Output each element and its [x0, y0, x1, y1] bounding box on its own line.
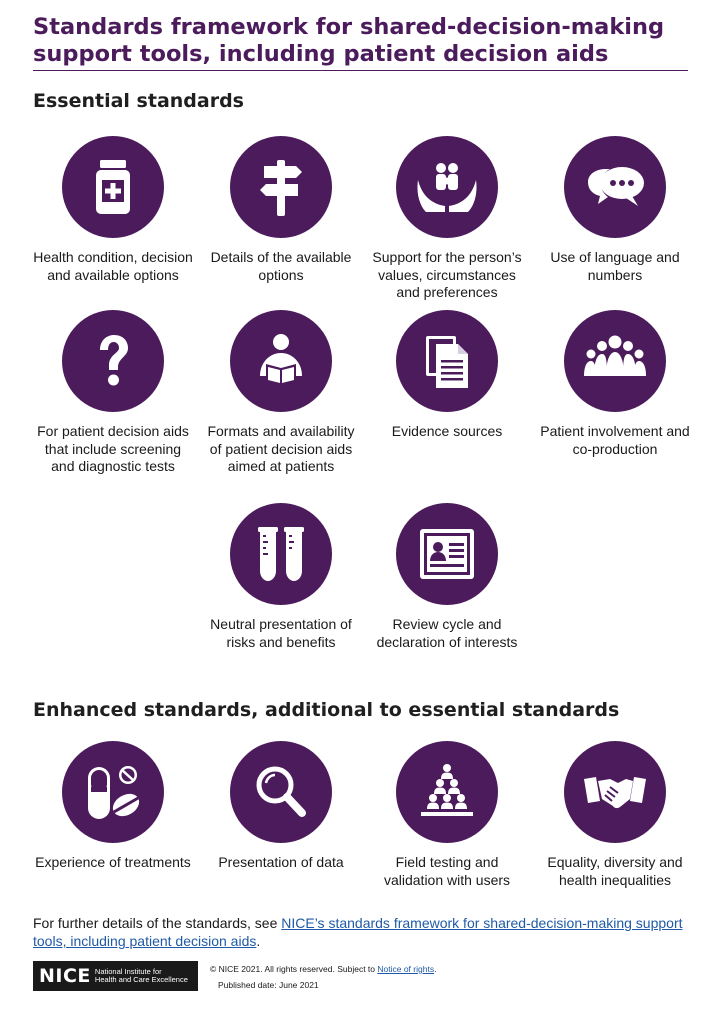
standard-screening-tests	[28, 310, 198, 476]
item-label: Review cycle and declaration of interests	[376, 616, 518, 650]
item-label: Details of the available options	[210, 249, 352, 283]
documents-icon	[396, 310, 498, 412]
family-in-hands-icon	[396, 136, 498, 238]
essential-standards-heading: Essential standards	[33, 90, 244, 112]
medicine-bottle-icon	[62, 136, 164, 238]
handshake-icon	[564, 741, 666, 843]
pills-icon	[62, 741, 164, 843]
standard-formats-availability	[196, 310, 366, 476]
nice-logo-line1: National Institute for	[94, 966, 162, 976]
person-reading-icon	[230, 310, 332, 412]
standard-details-options	[196, 136, 366, 284]
standard-language-numbers	[530, 136, 700, 284]
standard-experience-treatments	[28, 741, 198, 872]
people-pyramid-icon	[396, 741, 498, 843]
group-icon	[564, 310, 666, 412]
copyright-notice	[210, 964, 436, 974]
item-label: Use of language and numbers	[550, 249, 680, 283]
standard-health-condition	[28, 136, 198, 284]
item-label: Support for the person’s values, circumstances and preferences	[372, 249, 522, 300]
nice-logo-subtitle	[91, 968, 188, 985]
nice-logo-line2: Health and Care Excellence	[94, 975, 188, 984]
further-details-lead: For further details of the standards, see	[33, 915, 282, 931]
standard-field-testing	[362, 741, 532, 889]
id-card-icon	[396, 503, 498, 605]
question-mark-icon	[62, 310, 164, 412]
item-label: Equality, diversity and health inequalities	[547, 854, 683, 888]
standard-neutral-presentation	[196, 503, 366, 651]
standard-equality-diversity	[530, 741, 700, 889]
item-label: Experience of treatments	[35, 854, 191, 870]
published-date: Published date: June 2021	[218, 980, 319, 990]
speech-bubbles-icon	[564, 136, 666, 238]
item-label: Neutral presentation of risks and benefits	[210, 616, 352, 650]
copyright-end: .	[434, 964, 437, 974]
further-details-text	[33, 914, 693, 950]
magnifier-icon	[230, 741, 332, 843]
signpost-icon	[230, 136, 332, 238]
item-label: Formats and availability of patient decision aids aimed at patients	[207, 423, 355, 474]
nice-logo	[33, 961, 198, 991]
copyright-lead: © NICE 2021. All rights reserved. Subject to	[210, 964, 378, 974]
notice-of-rights-link[interactable]: Notice of rights	[377, 964, 435, 974]
further-details-end: .	[256, 933, 261, 949]
page-title: Standards framework for shared-decision-making support tools, including patient decision aids	[33, 14, 665, 67]
item-label: Patient involvement and co-production	[540, 423, 690, 457]
standard-values-support	[362, 136, 532, 302]
standard-presentation-data	[196, 741, 366, 872]
item-label: Health condition, decision and available options	[33, 249, 193, 283]
title-divider	[33, 70, 688, 71]
nice-logo-word: NICE	[39, 965, 91, 987]
standard-review-cycle	[362, 503, 532, 651]
test-tubes-icon	[230, 503, 332, 605]
item-label: For patient decision aids that include screening and diagnostic tests	[37, 423, 189, 474]
item-label: Field testing and validation with users	[383, 854, 511, 888]
item-label: Evidence sources	[391, 423, 503, 439]
standards-framework-link[interactable]: NICE’s standards framework for shared-decision-making support tools, including patient decision aids	[33, 915, 683, 949]
item-label: Presentation of data	[218, 854, 344, 870]
standard-patient-involvement	[530, 310, 700, 458]
enhanced-standards-heading: Enhanced standards, additional to essential standards	[33, 699, 620, 721]
standard-evidence-sources	[362, 310, 532, 441]
